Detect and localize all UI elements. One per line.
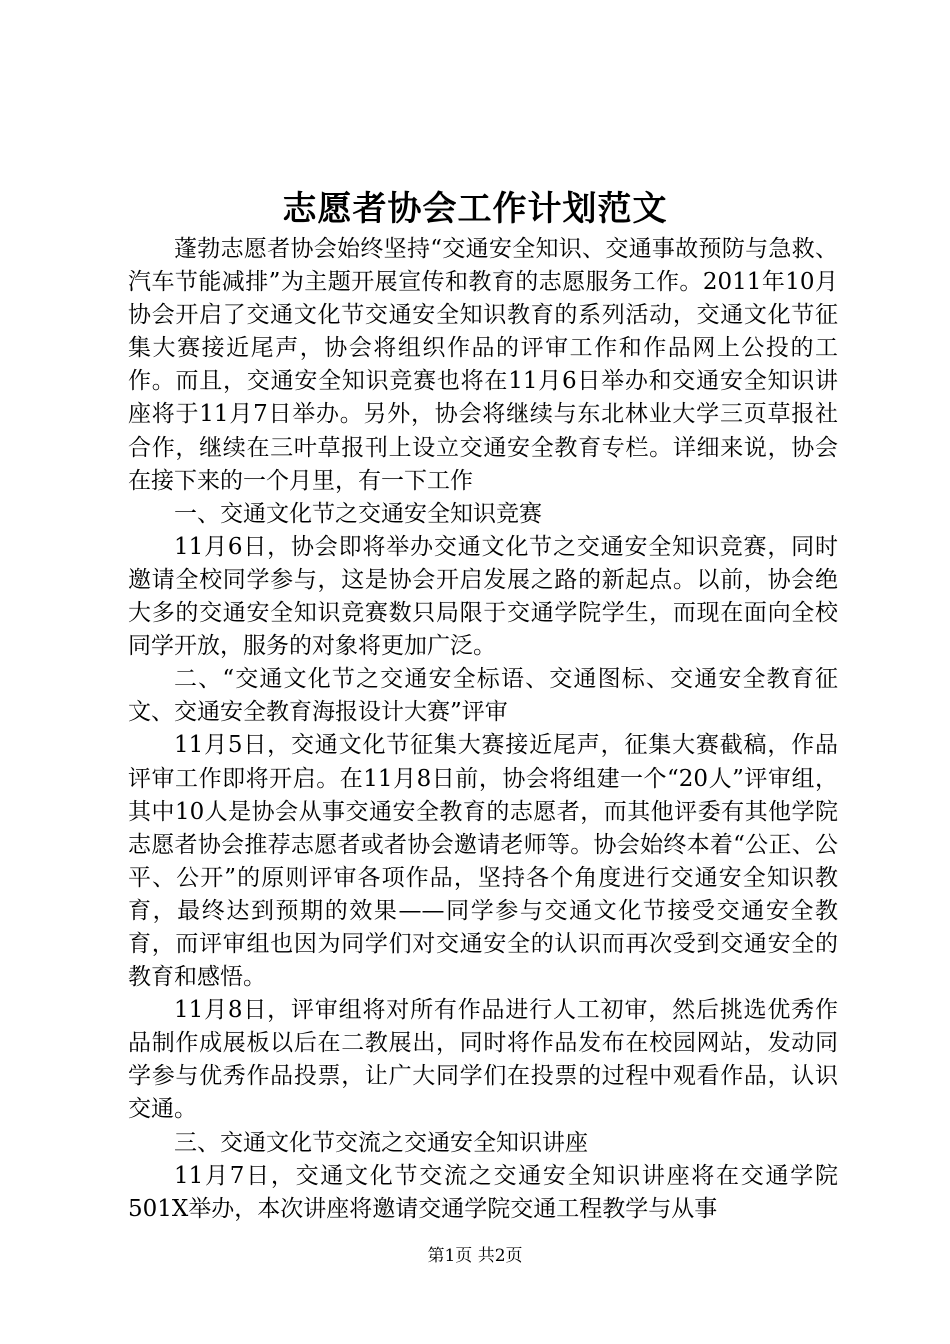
page-footer: 第1页 共2页 (427, 1246, 523, 1266)
section-heading-2: 二、“交通文化节之交通安全标语、交通图标、交通安全教育征文、交通安全教育海报设计大赛”评审 (128, 666, 838, 726)
paragraph-section-2b: 11月8日，评审组将对所有作品进行人工初审，然后挑选优秀作品制作成展板以后在二教展出，同时将作品发布在校园网站，发动同学参与优秀作品投票，让广大同学们在投票的过程中观看作品，认识交通。 (128, 997, 838, 1123)
paragraph-section-1: 11月6日，协会即将举办交通文化节之交通安全知识竞赛，同时邀请全校同学参与，这是协会开启发展之路的新起点。以前，协会绝大多的交通安全知识竞赛数只局限于交通学院学生，而现在面向全校同学开放，服务的对象将更加广泛。 (128, 533, 838, 660)
document-body (128, 233, 838, 1226)
section-heading-1: 一、交通文化节之交通安全知识竞赛 (174, 500, 542, 527)
paragraph-section-2a: 11月5日，交通文化节征集大赛接近尾声，征集大赛截稿，作品评审工作即将开启。在11月8日前，协会将组建一个“20人”评审组，其中10人是协会从事交通安全教育的志愿者，而其他评委有其他学院志愿者协会推荐志愿者或者协会邀请老师等。协会始终本着“公正、公平、公开”的原则评审各项作品，坚持各个角度进行交通安全知识教育，最终达到预期的效果——同学参与交通文化节接受交通安全教育，而评审组也因为同学们对交通安全的认识而再次受到交通安全的教育和感悟。 (128, 732, 838, 991)
paragraph-section-3: 11月7日，交通文化节交流之交通安全知识讲座将在交通学院501X举办，本次讲座将邀请交通学院交通工程教学与从事 (128, 1162, 838, 1222)
document-title: 志愿者协会工作计划范文 (282, 189, 668, 229)
section-heading-3: 三、交通文化节交流之交通安全知识讲座 (174, 1129, 588, 1156)
paragraph-intro: 蓬勃志愿者协会始终坚持“交通安全知识、交通事故预防与急救、汽车节能减排”为主题开展宣传和教育的志愿服务工作。2011年10月协会开启了交通文化节交通安全知识教育的系列活动，交通文化节征集大赛接近尾声，协会将组织作品的评审工作和作品网上公投的工作。而且，交通安全知识竞赛也将在11月6日举办和交通安全知识讲座将于11月7日举办。另外，协会将继续与东北林业大学三页草报社合作，继续在三叶草报刊上设立交通安全教育专栏。详细来说，协会在接下来的一个月里，有一下工作 (128, 236, 838, 494)
